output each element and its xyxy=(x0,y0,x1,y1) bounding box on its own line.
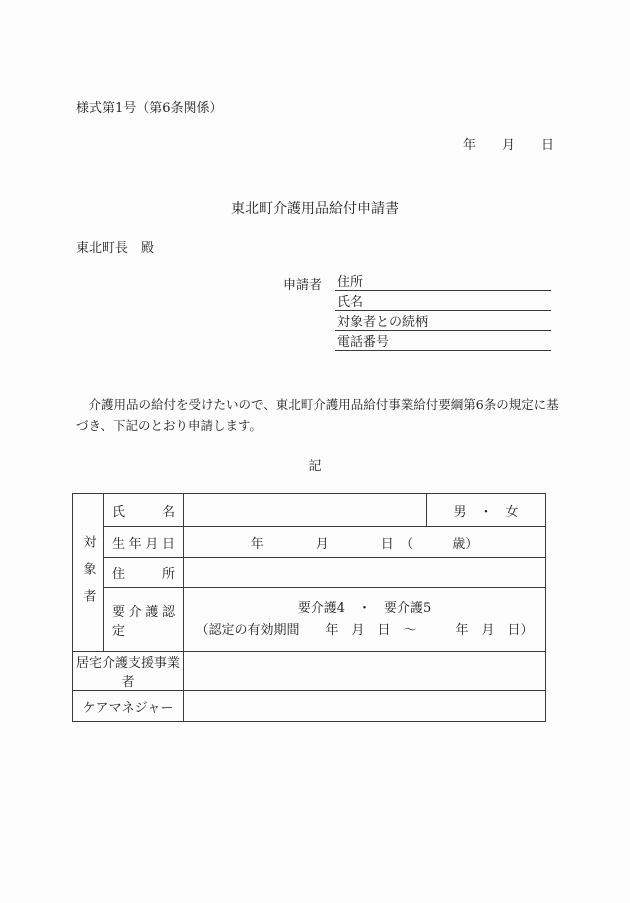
name-value-cell xyxy=(184,494,427,527)
address-label-cell: 住所 xyxy=(104,558,184,588)
sex-cell: 男 ・ 女 xyxy=(427,494,546,527)
address-value-cell xyxy=(184,558,546,588)
applicant-label: 申請者 xyxy=(283,278,323,293)
form-number: 様式第1号（第6条関係） xyxy=(76,101,223,116)
care-level-value-cell xyxy=(184,588,546,652)
body-line-2: づき、下記のとおり申請します。 xyxy=(76,418,263,433)
body-paragraph xyxy=(76,394,562,436)
applicant-phone-field: 電話番号 xyxy=(335,331,551,351)
care-manager-label-cell: ケアマネジャー xyxy=(73,691,184,722)
page-title: 東北町介護用品給付申請書 xyxy=(231,201,399,217)
applicant-fields xyxy=(335,271,551,351)
date-line: 年 月 日 xyxy=(462,138,554,153)
target-person-table xyxy=(72,493,546,722)
name-label-cell: 氏名 xyxy=(104,494,184,527)
birthdate-value-cell: 年 月 日 （ 歳） xyxy=(184,527,546,558)
birthdate-label-cell: 生年月日 xyxy=(104,527,184,558)
addressee: 東北町長 殿 xyxy=(76,241,155,256)
group-label-cell xyxy=(73,494,104,652)
applicant-relationship-field: 対象者との続柄 xyxy=(335,311,551,331)
applicant-address-field: 住所 xyxy=(335,271,551,291)
care-level-lines xyxy=(184,598,545,642)
care-level-label-cell: 要介護認定 xyxy=(104,588,184,652)
support-provider-value-cell xyxy=(184,652,546,691)
applicant-name-field: 氏名 xyxy=(335,291,551,311)
care-manager-value-cell xyxy=(184,691,546,722)
body-line-1: 介護用品の給付を受けたいので、東北町介護用品給付事業給付要綱第6条の規定に基 xyxy=(76,397,559,412)
care-level-validity: （認定の有効期間 年 月 日 ～ 年 月 日） xyxy=(195,622,534,638)
support-provider-label-cell: 居宅介護支援事業者 xyxy=(73,652,184,691)
group-label: 対象者 xyxy=(80,535,96,616)
ki-marker: 記 xyxy=(308,459,322,474)
care-level-options: 要介護4 ・ 要介護5 xyxy=(297,600,432,616)
